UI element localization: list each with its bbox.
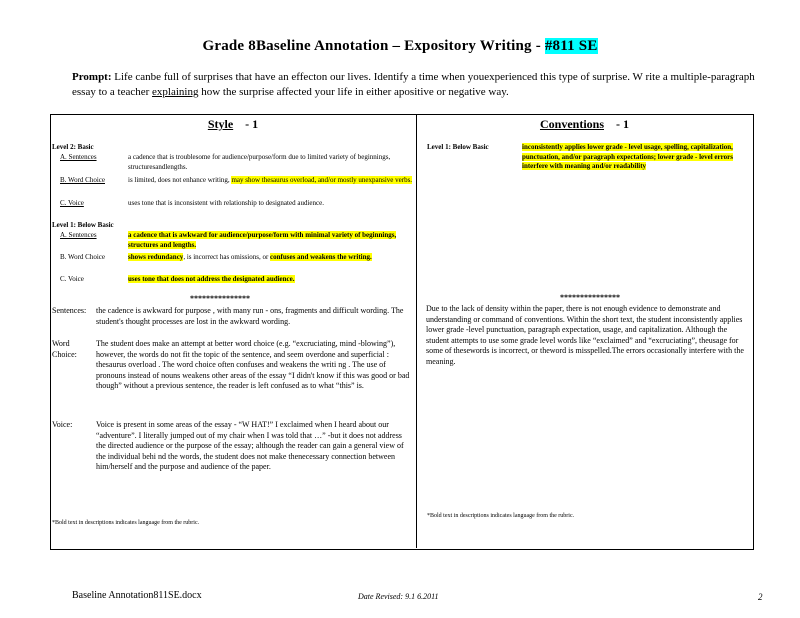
style-l1-key-b: B. Word Choice [60,253,105,261]
conventions-rubric-note: *Bold text in descriptions indicates language from the rubric. [427,513,575,519]
style-l2-text-b: is limited, does not enhance writing, may show thesaurus overload, and/or mostly unexpansive verbs. [128,176,413,184]
prompt-text-1: Life canbe full of surprises that have an effecton our lives. Identify a time when youexperienced this type of surprise. W rite a multiple-paragraph essay to a teacher [72,71,755,98]
conventions-annotation: Due to the lack of density within the paper, there is not enough evidence to demonstrate and understanding or command of conventions. Within the short text, the student inconsistently applies lower grade -level punctuation, paragraph expectation, usage, and capitalization. Although the student attempts to use some grade level words like “exclaimed” and “excruciating”, theusage for some of thesewords is incorrect, or theword is misspelled.The errors occasionally interfere with the meaning. [426,304,744,366]
document-title [0,38,800,55]
conventions-level-label: Level 1: Below Basic [427,143,489,151]
conventions-header [417,117,752,132]
prompt [72,70,762,100]
column-divider [416,114,417,548]
conventions-header-label: Conventions [539,117,604,131]
prompt-underlined: explaining [152,86,199,98]
footer-page-number: 2 [758,592,763,602]
style-l1-key-a: A. Sentences [60,231,97,239]
style-level2-label: Level 2: Basic [52,143,94,151]
style-l1-text-c: uses tone that does not address the designated audience. [128,275,295,283]
style-annotation-word-choice: Word Choice: The student does make an attempt at better word choice (e.g. “excruciating, mind -blowing”), however, the words do not fit the topic of the sentence, and seem overdone and superficial : thesaurus overload . The word choice often confuses and weakens the writi ng . The use of pronouns instead of nouns weakens other areas of the essay “I didn't know if this was good or bad though” without a previous sentence, the reader is left confused as to what “this” is. [52,339,410,390]
title-number: #811 SE [544,38,598,54]
footer-filename: Baseline Annotation811SE.docx [72,590,202,601]
conventions-level-text: inconsistently applies lower grade - level usage, spelling, capitalization, punctuation, and/or paragraph expectations; lower grade - level errors interfere with meaning and/or readability [522,143,733,170]
style-header-label: Style [207,117,234,131]
conventions-score: - 1 [616,117,629,131]
style-annotation-voice: Voice: Voice is present in some areas of the essay - “W HAT!” I exclaimed when I heard about our “adventure”. I literally jumped out of my chair when I was told that …” -but it does not address the directed audience or the purpose of the essay; although the reader can gain a general view of the individual behi nd the words, the student does not make thenecessary connection between him/herself and the purpose and audience of the paper. [52,420,404,471]
style-l1-text-a: a cadence that is awkward for audience/purpose/form with minimal variety of beginnings, structures and lengths. [128,231,397,249]
style-score: - 1 [245,117,259,131]
style-l1-key-c: C. Voice [60,275,84,283]
style-header [50,117,416,132]
style-l1-text-b: shows redundancy, is incorrect has omissions, or confuses and weakens the writing. [128,253,372,261]
style-l2-key-a: A. Sentences [60,153,97,161]
style-l2-key-b: B. Word Choice [60,176,105,184]
footer-revised: Date Revised: 9.1 6.2011 [358,592,439,601]
style-l2-key-c: C. Voice [60,199,84,207]
style-separator: *************** [190,294,250,303]
style-annotation-sentences: Sentences: the cadence is awkward for purpose , with many run - ons, fragments and difficult wording. The student's thought processes are lost in the awkward wording. [52,306,404,326]
style-level1-label: Level 1: Below Basic [52,221,114,229]
prompt-label: Prompt: [72,71,112,83]
prompt-text-2: how the surprise affected your life in either apositive or negative way. [198,86,509,98]
style-l2-text-c: uses tone that is inconsistent with relationship to designated audience. [128,199,324,207]
conventions-separator: *************** [560,293,620,302]
style-l2-text-a: a cadence that is troublesome for audience/purpose/form due to limited variety of beginnings, structuresandlengths. [128,153,391,171]
title-main: Grade 8Baseline Annotation – Expository Writing - [202,38,545,54]
style-rubric-note: *Bold text in descriptions indicates language from the rubric. [52,520,200,526]
